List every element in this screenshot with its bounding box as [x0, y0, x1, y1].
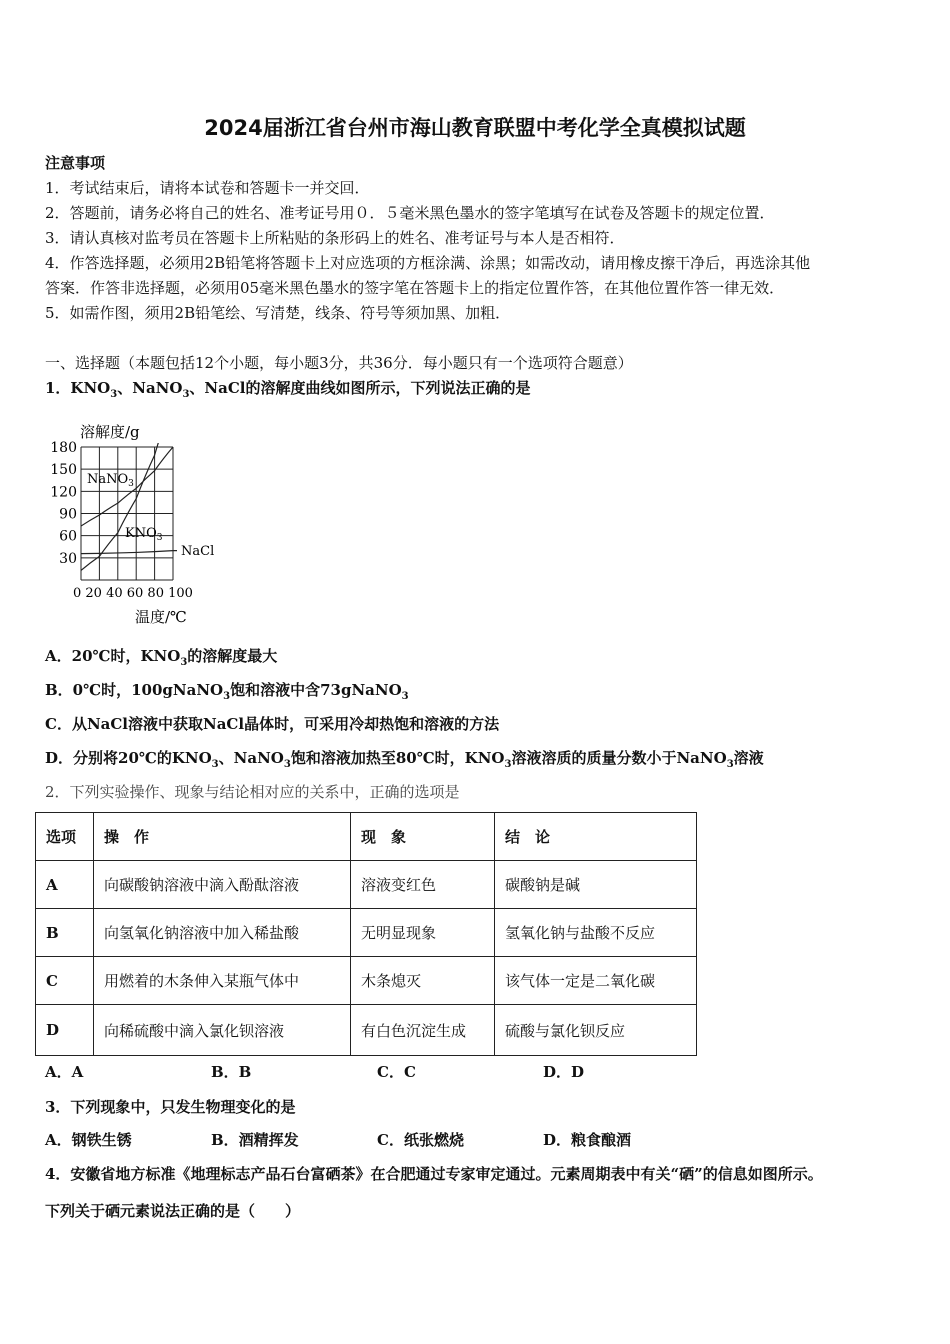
solubility-chart — [40, 415, 240, 630]
y-tick-label: 150 — [50, 462, 77, 479]
table-cell: 无明显现象 — [351, 909, 495, 957]
q1-option-d[interactable]: D．分别将20℃的$KNO_3$、NaNO$_3$饱和溶液加热至80℃时，$KNO_3$溶液溶质的质量分数小于NaNO$_3$溶液 — [45, 749, 764, 770]
note-item: 2．答题前，请务必将自己的姓名、准考证号用０．５毫米黑色墨水的签字笔填写在试卷及答题卡的规定位置． — [45, 204, 775, 222]
table-cell: B — [36, 909, 94, 957]
chart-xlabel: 温度/℃ — [135, 608, 187, 626]
table-cell: 向碳酸钠溶液中滴入酚酞溶液 — [94, 861, 351, 909]
y-tick-label: 90 — [59, 506, 77, 523]
y-tick-label: 60 — [59, 528, 77, 545]
q3-option-b[interactable]: B．酒精挥发 — [211, 1131, 299, 1149]
table-row — [36, 861, 697, 909]
q4-stem-line2: 下列关于硒元素说法正确的是（ ） — [45, 1202, 301, 1220]
q3-option-a[interactable]: A．钢铁生锈 — [45, 1131, 132, 1149]
q1-option-a[interactable]: A．20℃时，$KNO_3$的溶解度最大 — [45, 647, 278, 668]
q3-stem: 3．下列现象中，只发生物理变化的是 — [45, 1098, 296, 1116]
q2-option-c[interactable]: C．C — [377, 1063, 416, 1081]
table-header: 现 象 — [351, 813, 495, 861]
table-header: 结 论 — [495, 813, 697, 861]
table-cell: 向氢氧化钠溶液中加入稀盐酸 — [94, 909, 351, 957]
table-row — [36, 957, 697, 1005]
table-cell: 有白色沉淀生成 — [351, 1005, 495, 1056]
q2-option-d[interactable]: D．D — [543, 1063, 585, 1081]
table-cell: 氢氧化钠与盐酸不反应 — [495, 909, 697, 957]
q2-option-a[interactable]: A．A — [45, 1063, 84, 1081]
table-header-row — [36, 813, 697, 861]
y-tick-label: 30 — [59, 550, 77, 567]
q2-table — [35, 812, 697, 1056]
q4-stem-line1: 4．安徽省地方标准《地理标志产品石台富硒茶》在合肥通过专家审定通过。元素周期表中有关“硒”的信息如图所示。 — [45, 1165, 823, 1183]
table-cell: 用燃着的木条伸入某瓶气体中 — [94, 957, 351, 1005]
table-row — [36, 909, 697, 957]
q1-option-c[interactable]: C．从NaCl溶液中获取NaCl晶体时，可采用冷却热饱和溶液的方法 — [45, 715, 500, 733]
chart-x-ticks: 0 20 40 60 80 100 — [73, 586, 193, 601]
note-item: 3．请认真核对监考员在答题卡上所粘贴的条形码上的姓名、准考证号与本人是否相符． — [45, 229, 625, 247]
q2-option-b[interactable]: B．B — [211, 1063, 252, 1081]
note-item: 1．考试结束后，请将本试卷和答题卡一并交回． — [45, 179, 370, 197]
table-cell: 木条熄灭 — [351, 957, 495, 1005]
q1-stem: 1．$KNO_3$、NaNO$_3$、NaCl的溶解度曲线如图所示，下列说法正确的是 — [45, 379, 531, 400]
page-title: 2024届浙江省台州市海山教育联盟中考化学全真模拟试题 — [204, 116, 746, 140]
table-cell: 该气体一定是二氧化碳 — [495, 957, 697, 1005]
q1-option-b[interactable]: B．0℃时，100gNaNO$_3$饱和溶液中含73gNaNO$_3$ — [45, 681, 409, 702]
table-header: 操 作 — [94, 813, 351, 861]
chart-ylabel: 溶解度/g — [80, 423, 140, 441]
table-cell: C — [36, 957, 94, 1005]
table-row — [36, 1005, 697, 1056]
table-cell: A — [36, 861, 94, 909]
q2-stem: 2．下列实验操作、现象与结论相对应的关系中，正确的选项是 — [45, 783, 460, 801]
y-tick-label: 180 — [50, 440, 77, 456]
notes-heading: 注意事项 — [45, 154, 106, 172]
table-cell: 硫酸与氯化钡反应 — [495, 1005, 697, 1056]
q3-option-c[interactable]: C．纸张燃烧 — [377, 1131, 464, 1149]
table-cell: D — [36, 1005, 94, 1056]
section-heading: 一、选择题（本题包括12个小题，每小题3分，共36分．每小题只有一个选项符合题意） — [45, 354, 633, 372]
curve-nacl — [81, 551, 177, 554]
note-item: 5．如需作图，须用2B铅笔绘、写清楚，线条、符号等须加黑、加粗． — [45, 304, 511, 322]
chart-label-nano3: NaNO$_3$ — [87, 472, 134, 489]
chart-label-kno3: $KNO_3$ — [125, 526, 163, 543]
chart-y-ticks — [50, 440, 77, 567]
table-cell: 向稀硫酸中滴入氯化钡溶液 — [94, 1005, 351, 1056]
q3-option-d[interactable]: D．粮食酿酒 — [543, 1131, 632, 1149]
y-tick-label: 120 — [50, 484, 77, 501]
table-cell: 溶液变红色 — [351, 861, 495, 909]
table-cell: 碳酸钠是碱 — [495, 861, 697, 909]
chart-label-nacl: NaCl — [181, 544, 215, 559]
note-item: 4．作答选择题，必须用2B铅笔将答题卡上对应选项的方框涂满、涂黑；如需改动，请用橡皮擦干净后，再选涂其他 — [45, 254, 811, 272]
note-item: 答案．作答非选择题，必须用05毫米黑色墨水的签字笔在答题卡上的指定位置作答，在其他位置作答一律无效． — [45, 279, 785, 297]
table-header: 选项 — [36, 813, 94, 861]
